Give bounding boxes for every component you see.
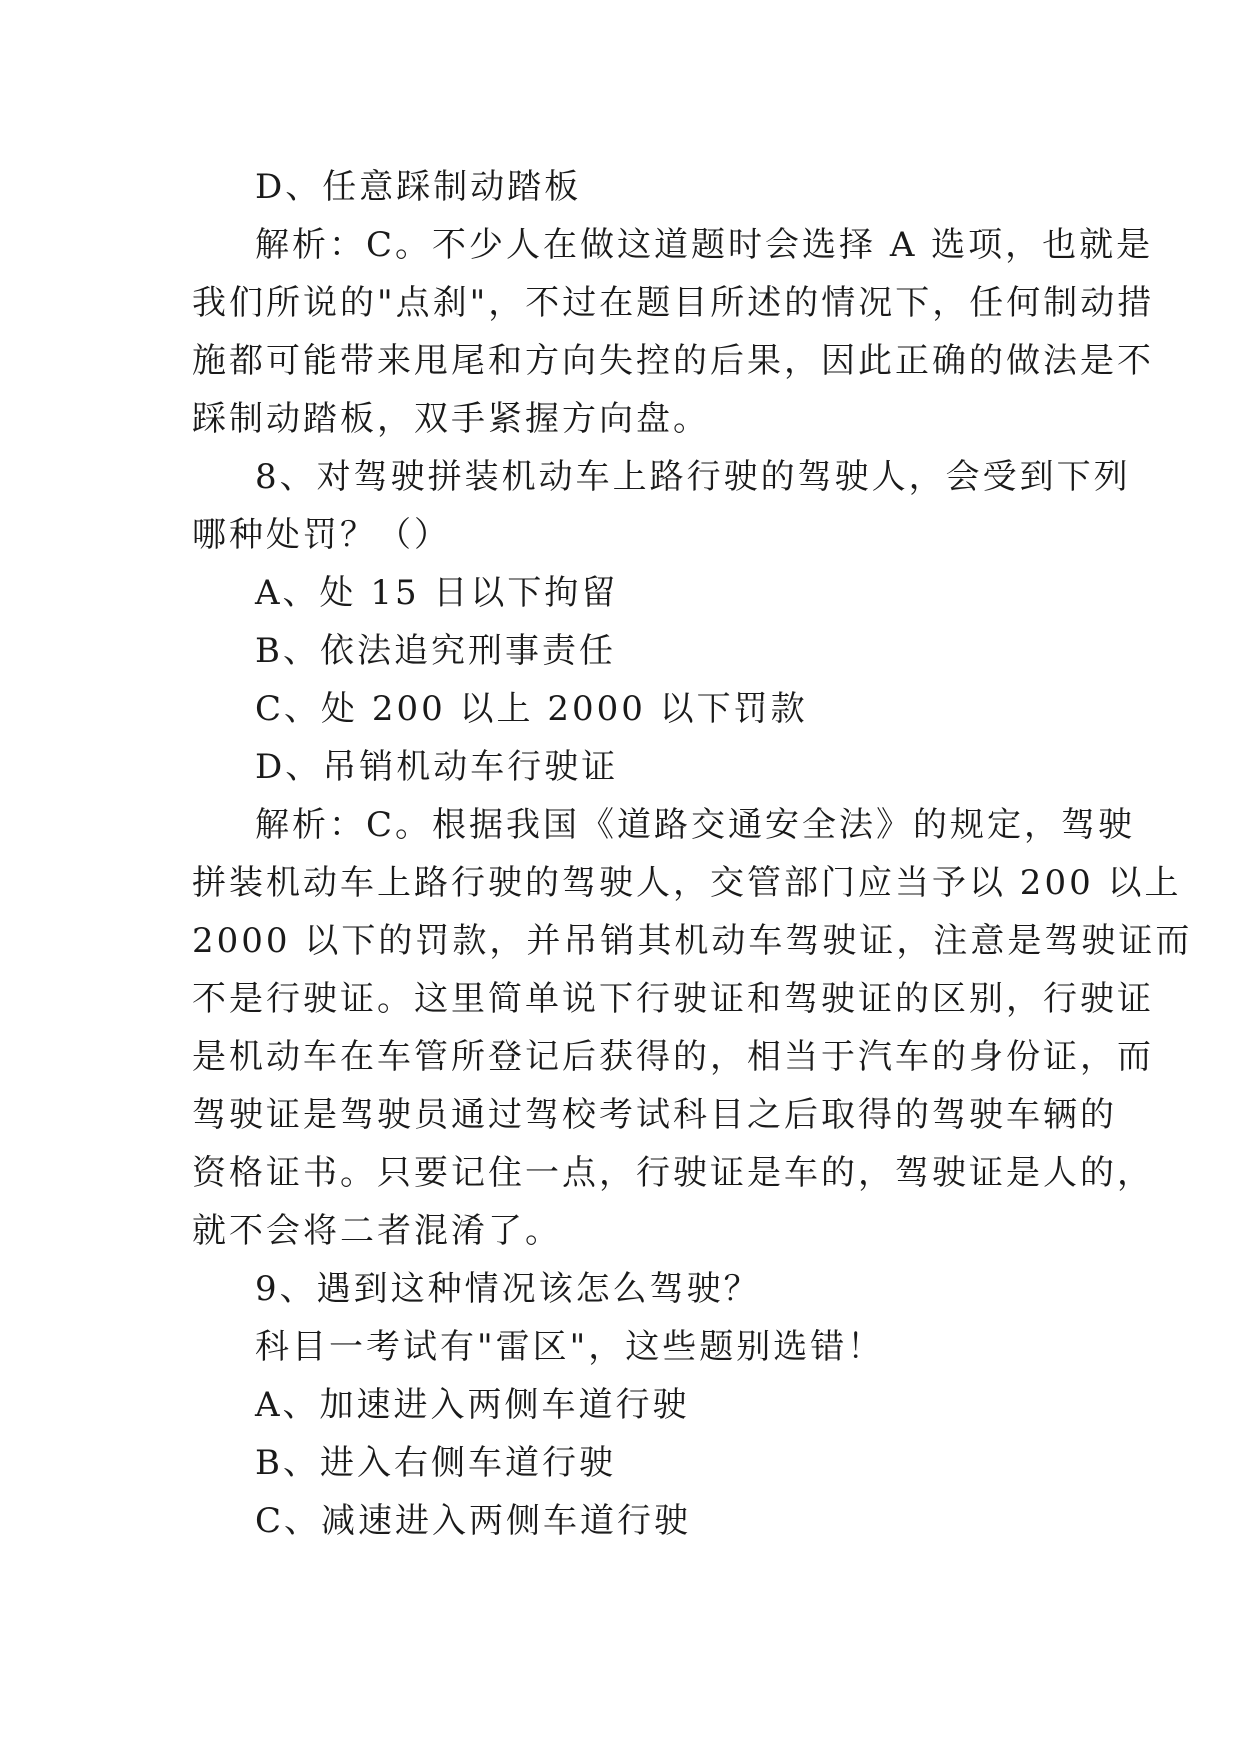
option-b-line: B、进入右侧车道行驶 bbox=[255, 1443, 616, 1483]
option-c-line: C、处 200 以上 2000 以下罚款 bbox=[255, 689, 808, 729]
question-8-line: 哪种处罚？（） bbox=[192, 515, 451, 555]
analysis-line: 资格证书。只要记住一点，行驶证是车的，驾驶证是人的， bbox=[192, 1153, 1154, 1193]
analysis-line: 拼装机动车上路行驶的驾驶人，交管部门应当予以 200 以上 bbox=[192, 863, 1182, 903]
option-d-line: D、吊销机动车行驶证 bbox=[255, 747, 619, 787]
option-a-line: A、加速进入两侧车道行驶 bbox=[255, 1385, 690, 1425]
analysis-line: 不是行驶证。这里简单说下行驶证和驾驶证的区别，行驶证 bbox=[192, 979, 1154, 1019]
analysis-line: 解析：C。不少人在做这道题时会选择 A 选项，也就是 bbox=[255, 225, 1154, 265]
analysis-line: 2000 以下的罚款，并吊销其机动车驾驶证，注意是驾驶证而 bbox=[192, 921, 1193, 961]
note-line: 科目一考试有"雷区"，这些题别选错！ bbox=[255, 1327, 885, 1367]
option-d-line: D、任意踩制动踏板 bbox=[255, 167, 582, 207]
analysis-line: 是机动车在车管所登记后获得的，相当于汽车的身份证，而 bbox=[192, 1037, 1154, 1077]
analysis-line: 就不会将二者混淆了。 bbox=[192, 1211, 562, 1251]
option-a-line: A、处 15 日以下拘留 bbox=[255, 573, 619, 613]
option-b-line: B、依法追究刑事责任 bbox=[255, 631, 616, 671]
option-c-line: C、减速进入两侧车道行驶 bbox=[255, 1501, 692, 1541]
question-9-line: 9、遇到这种情况该怎么驾驶？ bbox=[255, 1269, 761, 1309]
analysis-line: 驾驶证是驾驶员通过驾校考试科目之后取得的驾驶车辆的 bbox=[192, 1095, 1117, 1135]
analysis-line: 踩制动踏板，双手紧握方向盘。 bbox=[192, 399, 710, 439]
document-body bbox=[192, 158, 1193, 1550]
analysis-line: 解析：C。根据我国《道路交通安全法》的规定，驾驶 bbox=[255, 805, 1136, 845]
analysis-line: 施都可能带来甩尾和方向失控的后果，因此正确的做法是不 bbox=[192, 341, 1154, 381]
question-8-line: 8、对驾驶拼装机动车上路行驶的驾驶人，会受到下列 bbox=[255, 457, 1131, 497]
analysis-line: 我们所说的"点刹"，不过在题目所述的情况下，任何制动措 bbox=[192, 283, 1155, 323]
